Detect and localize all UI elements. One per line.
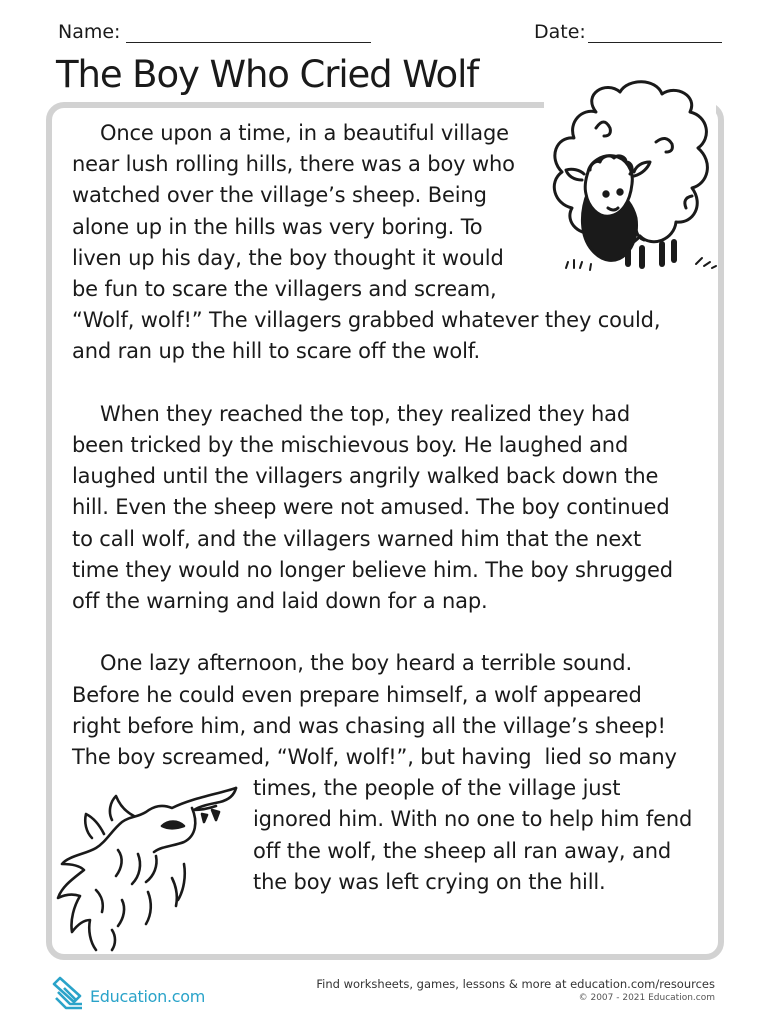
story-line: hill. Even the sheep were not amused. The boy continued (72, 495, 670, 520)
name-label: Name: (58, 21, 121, 43)
story-line: One lazy afternoon, the boy heard a terrible sound. (100, 651, 632, 676)
worksheet-header (58, 20, 722, 48)
story-line: time they would no longer believe him. The boy shrugged (72, 557, 673, 582)
date-label: Date: (534, 21, 586, 43)
story-line: to call wolf, and the villagers warned him that the next (72, 526, 642, 551)
paragraph-spacer (72, 368, 722, 399)
story-line: be fun to scare the villagers and scream, (72, 277, 497, 302)
story-line: the boy was left crying on the hill. (253, 869, 606, 894)
paragraph-spacer (72, 617, 722, 648)
story-line: The boy screamed, “Wolf, wolf!”, but having lied so many (72, 745, 677, 770)
story-text (72, 118, 722, 898)
education-logo[interactable] (52, 974, 212, 1014)
story-line: Once upon a time, in a beautiful village (100, 121, 509, 145)
story-line: liven up his day, the boy thought it would (72, 245, 504, 270)
story-line: When they reached the top, they realized they had (100, 401, 631, 426)
footer-copyright: © 2007 - 2021 Education.com (578, 993, 715, 1003)
story-line: Before he could even prepare himself, a wolf appeared (72, 682, 642, 707)
story-line: ignored him. With no one to help him fend (253, 807, 693, 832)
story-line: right before him, and was chasing all the village’s sheep! (72, 713, 666, 738)
story-line: alone up in the hills was very boring. To (72, 214, 483, 239)
story-line: near lush rolling hills, there was a boy who (72, 152, 515, 177)
logo-text: Education.com (90, 987, 206, 1006)
name-line[interactable] (126, 42, 371, 43)
education-logo-icon (52, 974, 86, 1012)
footer-tagline: Find worksheets, games, lessons & more at education.com/resources (316, 977, 715, 991)
footer-text (316, 977, 715, 1005)
story-line: laughed until the villagers angrily walked back down the (72, 464, 659, 489)
worksheet-title: The Boy Who Cried Wolf (56, 53, 479, 96)
story-line: off the warning and laid down for a nap. (72, 589, 488, 614)
story-line: been tricked by the mischievous boy. He laughed and (72, 433, 629, 458)
date-line[interactable] (588, 42, 722, 43)
story-line: off the wolf, the sheep all ran away, and (253, 838, 672, 863)
story-line: times, the people of the village just (253, 776, 621, 801)
story-line: “Wolf, wolf!” The villagers grabbed whatever they could, (72, 308, 661, 333)
story-line: watched over the village’s sheep. Being (72, 183, 487, 208)
story-line: and ran up the hill to scare off the wolf. (72, 339, 481, 364)
